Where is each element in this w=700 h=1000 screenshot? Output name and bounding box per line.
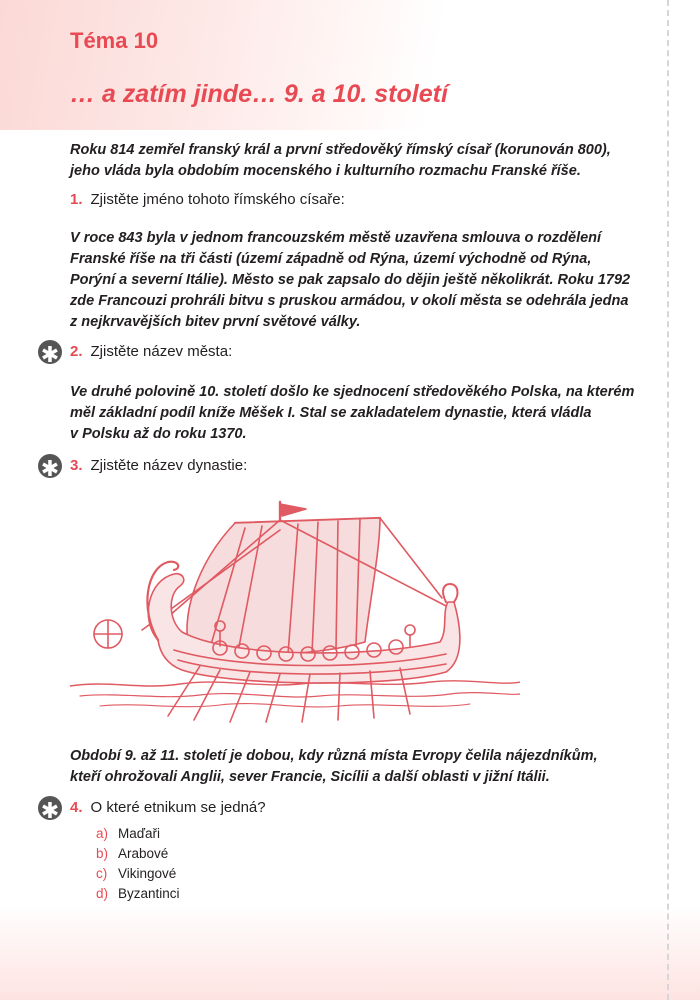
intro-line: v Polsku až do roku 1370. [70,426,247,442]
question-3 [70,456,247,476]
difficulty-star-icon: ✱ [38,454,62,478]
option-letter: a) [96,826,109,841]
intro-text-2 [70,228,640,333]
difficulty-star-icon: ✱ [38,340,62,364]
page-title: … a zatím jinde… 9. a 10. století [70,80,448,108]
footer-band [0,905,700,1000]
difficulty-star-icon: ✱ [38,796,62,820]
intro-line: měl základní podíl kníže Měšek I. Stal se zakladatelem dynastie, která vládla [70,405,592,421]
intro-text-4 [70,746,640,788]
intro-line: Roku 814 zemřel franský král a první středověký římský císař (korunován 800), [70,142,611,158]
option-text: Maďaři [118,826,161,841]
intro-line: Porýní a severní Itálie). Město se pak zapsalo do dějin ještě několikrát. Roku 1792 [70,272,631,288]
question-number: 2. [70,343,83,360]
question-4 [70,798,266,818]
option-text: Byzantinci [118,886,180,901]
intro-text-1 [70,140,640,182]
intro-line: Franské říše na tři části (území západně od Rýna, území východně od Rýna, [70,251,592,267]
question-number: 3. [70,457,83,474]
option-letter: c) [96,866,108,881]
question-text: Zjistěte název dynastie: [90,457,248,474]
intro-line: zde Francouzi prohráli bitvu s pruskou armádou, v okolí města se odehrála jedna [70,293,629,309]
question-2 [70,342,232,362]
answer-options [96,824,180,904]
topic-label: Téma 10 [70,28,159,53]
question-number: 4. [70,799,83,816]
question-text: Zjistěte název města: [90,343,233,360]
intro-line: jeho vláda byla obdobím mocenského i kulturního rozmachu Franské říše. [70,163,581,179]
viking-ship-icon [70,490,520,730]
intro-line: Období 9. až 11. století je dobou, kdy různá místa Evropy čelila nájezdníkům, [70,748,598,764]
question-text: Zjistěte jméno tohoto římského císaře: [90,191,345,208]
intro-line: Ve druhé polovině 10. století došlo ke sjednocení středověkého Polska, na kterém [70,384,635,400]
question-number: 1. [70,191,83,208]
option-text: Vikingové [118,866,177,881]
header-band [0,0,700,130]
perforation-line [667,0,669,1000]
option-c[interactable] [96,864,180,884]
option-b[interactable] [96,844,180,864]
option-d[interactable] [96,884,180,904]
option-letter: d) [96,886,109,901]
intro-line: V roce 843 byla v jednom francouzském městě uzavřena smlouva o rozdělení [70,230,602,246]
intro-line: z nejkrvavějších bitev první světové války. [70,314,361,330]
option-a[interactable] [96,824,180,844]
option-text: Arabové [118,846,169,861]
intro-line: kteří ohrožovali Anglii, sever Francie, Sicílii a další oblasti v jižní Itálii. [70,769,550,785]
option-letter: b) [96,846,109,861]
question-text: O které etnikum se jedná? [90,799,266,816]
intro-text-3 [70,382,640,445]
question-1 [70,190,345,210]
